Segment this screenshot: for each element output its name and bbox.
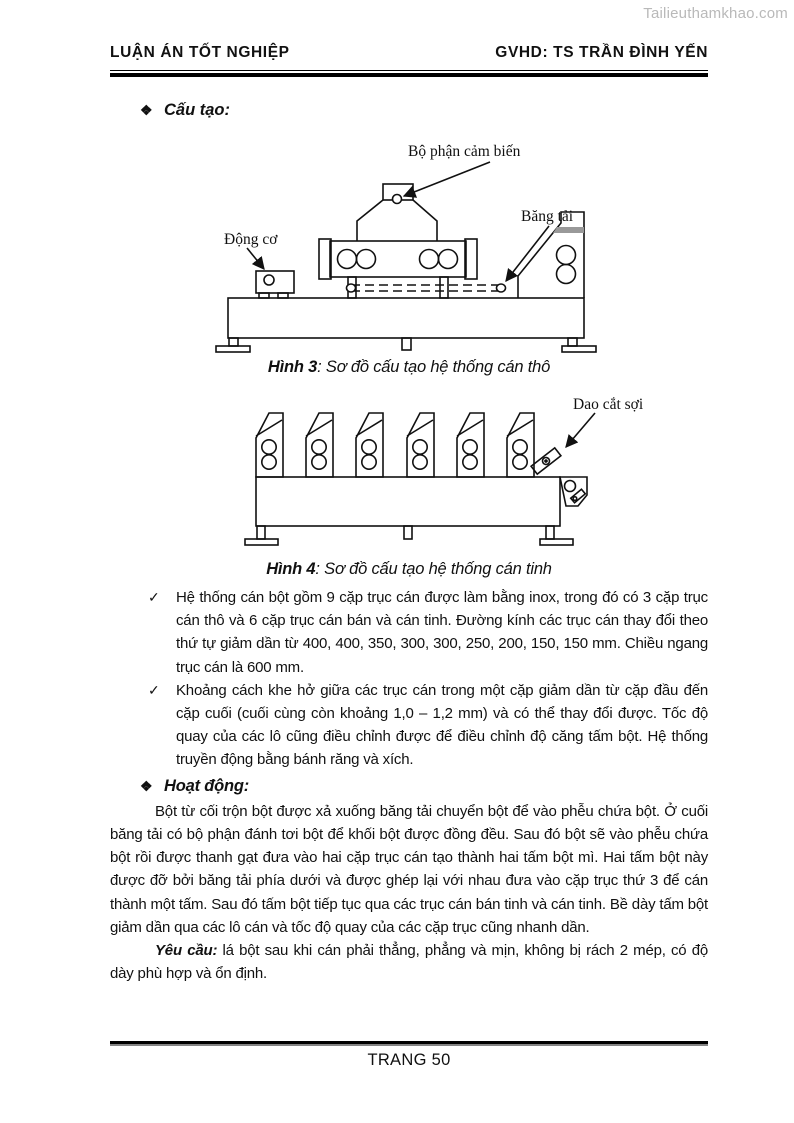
motor-leader-arrow (247, 248, 264, 269)
roller (338, 250, 357, 269)
header-left-title: LUẬN ÁN TỐT NGHIỆP (110, 44, 290, 61)
roller-stand (356, 413, 383, 477)
motor (256, 271, 294, 298)
page-number: TRANG 50 (367, 1051, 451, 1069)
check-bullet-icon: ✓ (148, 589, 160, 605)
header-right-title: GVHD: TS TRẦN ĐÌNH YẾN (495, 44, 708, 61)
section-heading-construction (140, 101, 230, 120)
bullet-item-gap (110, 679, 708, 772)
discharge-chute (560, 477, 587, 506)
check-bullet-icon: ✓ (148, 681, 160, 698)
diamond-bullet-icon: ❖ (140, 102, 153, 118)
machine-base (245, 477, 573, 545)
header-rule-thick-line (110, 73, 708, 77)
machine-base (216, 298, 596, 352)
figure4-diagram (110, 390, 708, 550)
cutter-blade (531, 448, 561, 474)
roller (357, 250, 376, 269)
bullet-text: Hệ thống cán bột gồm 9 cặp trục cán được làm bằng inox, trong đó có 3 cặp trục cán thô và 6 cặp trục cán bán và cán tinh. Đường kính các trục cán thay đổi theo thứ tự giảm dần từ 400, 400, 350, 300, 300, 250, 200, 150, 150 mm. Chiều ngang trục cán là 600 mm. (176, 589, 708, 676)
roller (439, 250, 458, 269)
label-sensor: Bộ phận cảm biến (408, 143, 521, 160)
bullet-item-rollers (110, 586, 708, 679)
figure3-caption (110, 358, 708, 377)
body-text (110, 586, 708, 985)
tower-band (553, 227, 584, 233)
figure4-caption-number: Hình 4 (266, 560, 316, 578)
cutter-leader-arrow (566, 413, 595, 447)
footer-rule (110, 1041, 708, 1046)
diamond-bullet-icon: ❖ (140, 777, 153, 794)
label-motor: Động cơ (224, 231, 278, 248)
figure4-caption-text: : Sơ đồ cấu tạo hệ thống cán tinh (315, 560, 552, 578)
requirement-paragraph (110, 939, 708, 985)
operation-paragraph (110, 800, 708, 939)
sensor-dot (393, 195, 402, 204)
roller-stand (457, 413, 484, 477)
conveyor-leader-arrow (506, 226, 549, 281)
roller-stand (306, 413, 333, 477)
label-conveyor: Băng tải (521, 208, 574, 225)
figure3-caption-number: Hình 3 (267, 358, 318, 376)
footer-rule-gray-line (110, 1044, 708, 1046)
section-title: Cấu tạo: (164, 101, 230, 119)
requirement-text: lá bột sau khi cán phải thẳng, phẳng và mịn, không bị rách 2 mép, có độ dày phù hợp và ổn định. (110, 942, 708, 983)
figure4-caption (110, 560, 708, 579)
sensor-leader-arrow (404, 162, 490, 196)
page-header (110, 44, 708, 62)
hopper (357, 184, 437, 241)
section-heading-operation (110, 775, 708, 798)
figure3-diagram (110, 135, 708, 359)
conveyor-belt (347, 284, 506, 292)
roller-stand (407, 413, 434, 477)
roller-stands (256, 413, 534, 477)
roller-stand (507, 413, 534, 477)
figure3-caption-text: : Sơ đồ cấu tạo hệ thống cán thô (317, 358, 551, 376)
roller-stand (256, 413, 283, 477)
roller (420, 250, 439, 269)
section-title: Hoạt động: (164, 776, 250, 795)
watermark: Tailieuthamkhao.com (643, 5, 788, 22)
operation-paragraph-text: Bột từ cối trộn bột được xả xuống băng tải chuyển bột để vào phễu chứa bột. Ở cuối băng tải có bộ phận đánh tơi bột để khối bột được đồng đều. Sau đó bột sẽ vào phễu chứa bột rồi được thanh gạt đưa vào hai cặp trục cán tạo thành hai tấm bột mì. Hai tấm bột này được đỡ bởi băng tải phía dưới và được ghép lại với nhau đưa vào cặp trục thứ 3 để cán thành một tấm. Sau đó tấm bột tiếp tục qua các trục cán bán tinh và cán tinh. Bề dày tấm bột giảm dần qua các lô cán và tốc độ quay của các cặp trục cũng nhanh dần. (110, 802, 708, 936)
roller-unit (319, 239, 477, 298)
requirement-label: Yêu cầu: (155, 942, 218, 960)
bullet-text: Khoảng cách khe hở giữa các trục cán trong một cặp giảm dần từ cặp đầu đến cặp cuối (cuối cùng còn khoảng 1,0 – 1,2 mm) và có thể thay đổi được. Tốc độ quay của các lô cũng điều chỉnh được để điều chỉnh độ căng tấm bột. Hệ thống truyền động bằng bánh răng và xích. (176, 681, 708, 769)
label-cutter: Dao cắt sợi (573, 396, 644, 413)
header-rule (110, 70, 708, 77)
